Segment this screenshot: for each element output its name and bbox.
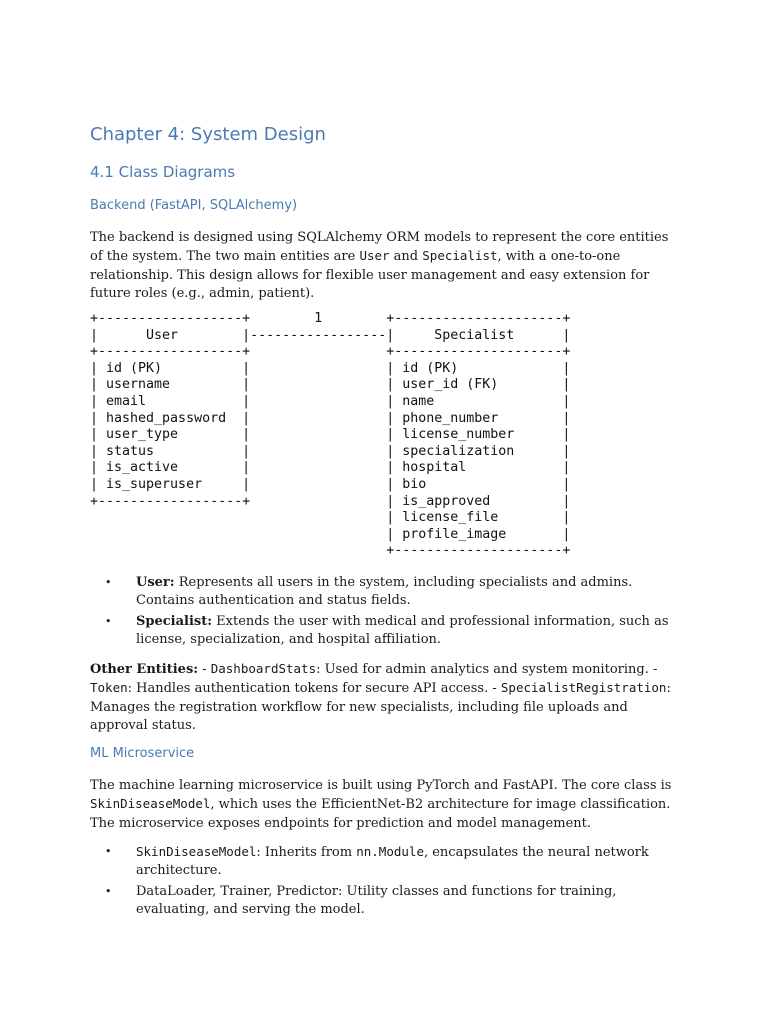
backend-intro-paragraph [90,229,680,303]
other-entities-label: Other Entities: [90,662,199,677]
code-specialistregistration: SpecialistRegistration [500,680,667,696]
text-run: , which uses the EfficientNet-B2 architecture for image classification. The microservice exposes endpoints for prediction and model management. [90,797,671,831]
list-item-label: User: [136,575,175,590]
list-item [90,613,680,650]
list-item [90,843,680,881]
text-run: : Inherits from [256,845,357,860]
text-run: : Used for admin analytics and system monitoring. - [316,662,658,677]
code-skindiseasemodel: SkinDiseaseModel [90,796,211,812]
backend-heading: Backend (FastAPI, SQLAlchemy) [90,198,298,213]
text-run: - [198,662,211,677]
code-nn-module: nn.Module [356,844,424,859]
list-item-text: DataLoader, Trainer, Predictor: Utility classes and functions for training, evaluating, and serving the model. [136,883,617,917]
text-run: The machine learning microservice is built using PyTorch and FastAPI. The core class is [90,778,672,793]
bullet-icon: • [105,845,112,858]
text-run: : Manages the registration workflow for new specialists, including file uploads and approval status. [90,681,671,733]
text-run: : Handles authentication tokens for secure API access. - [127,681,501,697]
class-diagram: +------------------+ 1 +---------------------+ | User |-----------------| Specialist | +------------------+ +---------------------+ | id (PK) | | id (PK) | | username | | user_id (FK) | | email | | name | | hashed_password | | phone_number | | user_type | | license_number | | status | | specialization | | is_active | | hospital | | is_superuser | | bio | +------------------+ | is_approved | | license_file | | profile_image | +---------------------+ [90,311,571,559]
text-run: , with a one-to-one relationship. This design allows for flexible user management and easy extension for future roles (e.g., admin, patient). [90,249,650,301]
ml-intro-paragraph [90,777,680,833]
list-item-label: Specialist: [136,613,213,629]
backend-entity-list [90,574,680,651]
section-title: 4.1 Class Diagrams [90,163,236,181]
list-item-text: Represents all users in the system, including specialists and admins. Contains authentication and status fields. [136,575,633,609]
code-user: User [359,248,390,264]
bullet-icon: • [105,884,112,898]
list-item [90,574,680,611]
text-run: and [389,249,423,265]
text-run: , encapsulates the neural network architecture. [136,845,649,879]
code-token: Token [90,680,128,696]
bullet-icon: • [105,614,112,628]
code-specialist: Specialist [422,248,498,264]
ml-class-list [90,843,680,921]
code-skindiseasemodel: SkinDiseaseModel [136,844,257,859]
code-dashboardstats: DashboardStats [210,661,317,676]
text-run: The backend is designed using SQLAlchemy ORM models to represent the core entities of the system. The two main entities are [90,230,669,265]
list-item [90,883,680,920]
bullet-icon: • [105,576,112,589]
chapter-title: Chapter 4: System Design [90,124,326,145]
list-item-text: Extends the user with medical and professional information, such as license, specialization, and hospital affiliation. [136,613,669,647]
other-entities-paragraph [90,660,680,735]
ml-heading: ML Microservice [90,746,195,761]
